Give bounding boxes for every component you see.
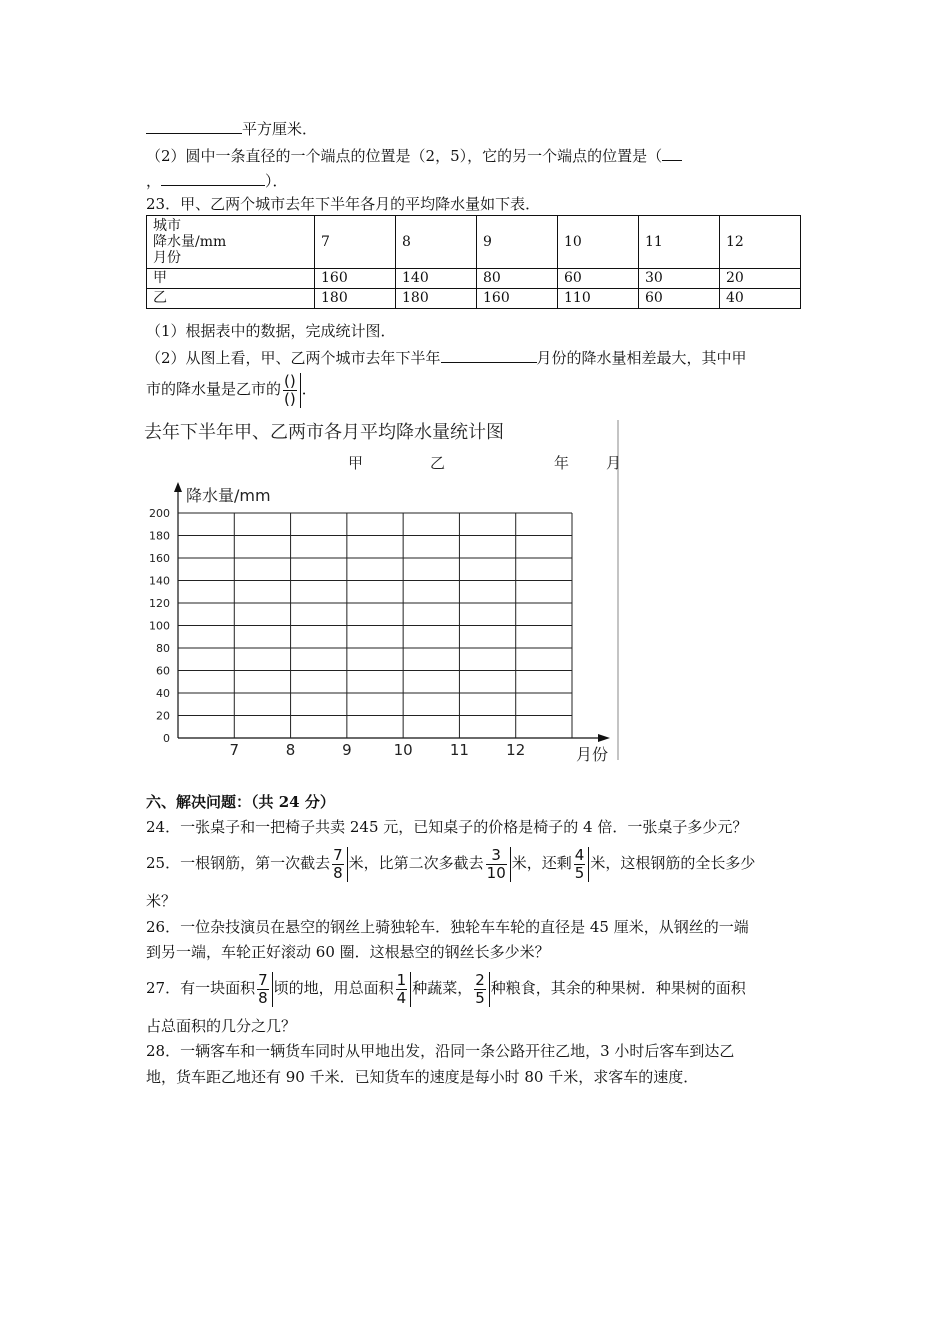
fraction-numerator: ()	[284, 371, 296, 390]
y-tick-label: 120	[149, 597, 170, 610]
fraction-denominator: 5	[574, 863, 585, 882]
q27-text: 种粮食，其余的种果树．种果树的面积	[490, 979, 746, 997]
answer-blank[interactable]	[146, 118, 242, 134]
q25-end: 米？	[146, 892, 177, 910]
table-row	[147, 289, 801, 309]
x-tick-label: 7	[229, 741, 240, 759]
value-cell: 160	[477, 289, 558, 309]
q23-part2-text3: 市的降水量是乙市的	[146, 380, 282, 398]
value-cell: 60	[558, 269, 639, 289]
q25-text: 米，比第二次多截去	[348, 854, 484, 872]
x-axis-arrow-icon	[598, 734, 610, 742]
fraction	[395, 972, 412, 1007]
x-tick-label: 8	[285, 741, 296, 759]
q23-part2	[146, 347, 747, 368]
value-cell: 140	[396, 269, 477, 289]
period-text: ．	[301, 380, 317, 398]
fraction-numerator: 1	[396, 970, 407, 989]
fraction-denominator: 5	[475, 988, 485, 1007]
q26-line1: 26．一位杂技演员在悬空的钢丝上骑独轮车．独轮车车轮的直径是 45 厘米，从钢丝的一端	[146, 918, 749, 936]
y-tick-labels	[149, 507, 170, 745]
q23-part2-cont	[146, 369, 317, 409]
x-tick-label: 11	[449, 741, 469, 759]
y-tick-label: 200	[149, 507, 170, 520]
q27-end: 占总面积的几分之几？	[146, 1017, 297, 1035]
header-line: 降水量/mm	[153, 234, 227, 250]
fraction	[473, 972, 490, 1007]
y-tick-label: 40	[156, 687, 170, 700]
fraction-numerator: 4	[574, 845, 585, 864]
q23-part1: （1）根据表中的数据，完成统计图．	[146, 322, 396, 340]
month-cell: 7	[315, 216, 396, 269]
value-cell: 80	[477, 269, 558, 289]
legend-year: 年	[554, 454, 570, 472]
q22-part2-text: （2）圆中一条直径的一个端点的位置是（2，5），它的另一个端点的位置是（	[146, 147, 663, 165]
q26-line2: 到另一端，车轮正好滚动 60 圈．这根悬空的钢丝长多少米？	[146, 943, 550, 961]
y-tick-label: 20	[156, 709, 170, 723]
table-row	[147, 269, 801, 289]
q27-text: 种蔬菜，	[412, 979, 473, 997]
value-cell: 20	[720, 269, 801, 289]
header-line: 城市	[153, 218, 181, 234]
q25-text: 米，还剩	[511, 854, 572, 872]
q27-text: 27．有一块面积	[146, 979, 256, 997]
row-label: 乙	[147, 289, 315, 309]
x-tick-label: 12	[506, 741, 526, 759]
value-cell: 180	[315, 289, 396, 309]
fraction-blank[interactable]	[282, 373, 301, 408]
q23-intro: 23．甲、乙两个城市去年下半年各月的平均降水量如下表．	[146, 195, 541, 213]
x-tick-labels	[230, 741, 526, 759]
answer-blank[interactable]	[441, 347, 537, 363]
month-cell: 9	[477, 216, 558, 269]
q27	[146, 965, 746, 1011]
y-tick-label: 180	[149, 529, 170, 543]
y-tick-label: 60	[156, 664, 170, 678]
q22-part2	[146, 145, 682, 166]
legend-month: 月	[606, 454, 622, 472]
fraction	[331, 847, 348, 882]
q24: 24．一张桌子和一把椅子共卖 245 元，已知桌子的价格是椅子的 4 倍．一张桌子多少元？	[146, 818, 748, 836]
q25-text: 米，这根钢筋的全长多少	[590, 854, 756, 872]
value-cell: 40	[720, 289, 801, 309]
x-axis-label: 月份	[576, 745, 609, 764]
q28-line1: 28．一辆客车和一辆货车同时从甲地出发，沿同一条公路开往乙地，3 小时后客车到达乙	[146, 1042, 735, 1060]
y-tick-label: 80	[156, 642, 170, 655]
value-cell: 180	[396, 289, 477, 309]
y-tick-label: 140	[149, 574, 170, 588]
rainfall-chart	[138, 418, 628, 770]
answer-blank[interactable]	[662, 145, 682, 161]
q27-text: 顷的地，用总面积	[273, 979, 394, 997]
section6-title: 六、解决问题：（共 24 分）	[146, 793, 335, 811]
fraction-numerator: 7	[333, 845, 343, 864]
value-cell: 160	[315, 269, 396, 289]
fraction-numerator: 7	[258, 970, 268, 989]
fraction-numerator: 2	[475, 970, 485, 989]
q22-part2-cont	[146, 170, 288, 191]
answer-blank[interactable]	[161, 170, 265, 186]
x-tick-label: 9	[342, 741, 352, 759]
value-cell: 110	[558, 289, 639, 309]
chart-grid	[178, 513, 572, 738]
row-label: 甲	[147, 269, 315, 289]
comma-text: ，	[146, 172, 162, 190]
y-axis-arrow-icon	[174, 482, 182, 492]
value-cell: 30	[639, 269, 720, 289]
unit-text: 平方厘米．	[242, 120, 318, 138]
fraction	[485, 847, 511, 882]
fraction-denominator: ()	[284, 389, 296, 408]
fraction	[573, 847, 590, 882]
y-tick-label: 100	[149, 619, 170, 633]
rainfall-table	[146, 215, 801, 309]
month-cell: 10	[558, 216, 639, 269]
legend-jia: 甲	[348, 454, 364, 472]
value-cell: 60	[639, 289, 720, 309]
q25-text: 25．一根钢筋，第一次截去	[146, 854, 331, 872]
month-cell: 11	[639, 216, 720, 269]
y-axis-label: 降水量/mm	[186, 486, 271, 505]
q23-part2-text2: 月份的降水量相差最大，其中甲	[536, 349, 747, 367]
q28-line2: 地，货车距乙地还有 90 千米．已知货车的速度是每小时 80 千米，求客车的速度．	[146, 1068, 699, 1086]
month-cell: 12	[720, 216, 801, 269]
header-line: 月份	[153, 250, 181, 266]
x-tick-label: 10	[393, 741, 413, 759]
fraction-denominator: 10	[486, 863, 506, 882]
q25	[146, 840, 755, 886]
legend-yi: 乙	[430, 454, 446, 472]
chart-title: 去年下半年甲、乙两市各月平均降水量统计图	[144, 422, 504, 443]
fraction-denominator: 8	[333, 863, 343, 882]
fraction	[256, 972, 273, 1007]
table-header-cell	[147, 216, 315, 269]
q22-unit-line	[146, 118, 317, 139]
fraction-denominator: 4	[396, 988, 407, 1007]
fraction-numerator: 3	[486, 847, 507, 865]
y-tick-label: 0	[163, 732, 170, 745]
y-tick-label: 160	[149, 552, 170, 565]
month-cell: 8	[396, 216, 477, 269]
fraction-denominator: 8	[258, 988, 268, 1007]
close-paren-text: ）．	[265, 172, 288, 190]
q23-part2-text: （2）从图上看，甲、乙两个城市去年下半年	[146, 349, 441, 367]
